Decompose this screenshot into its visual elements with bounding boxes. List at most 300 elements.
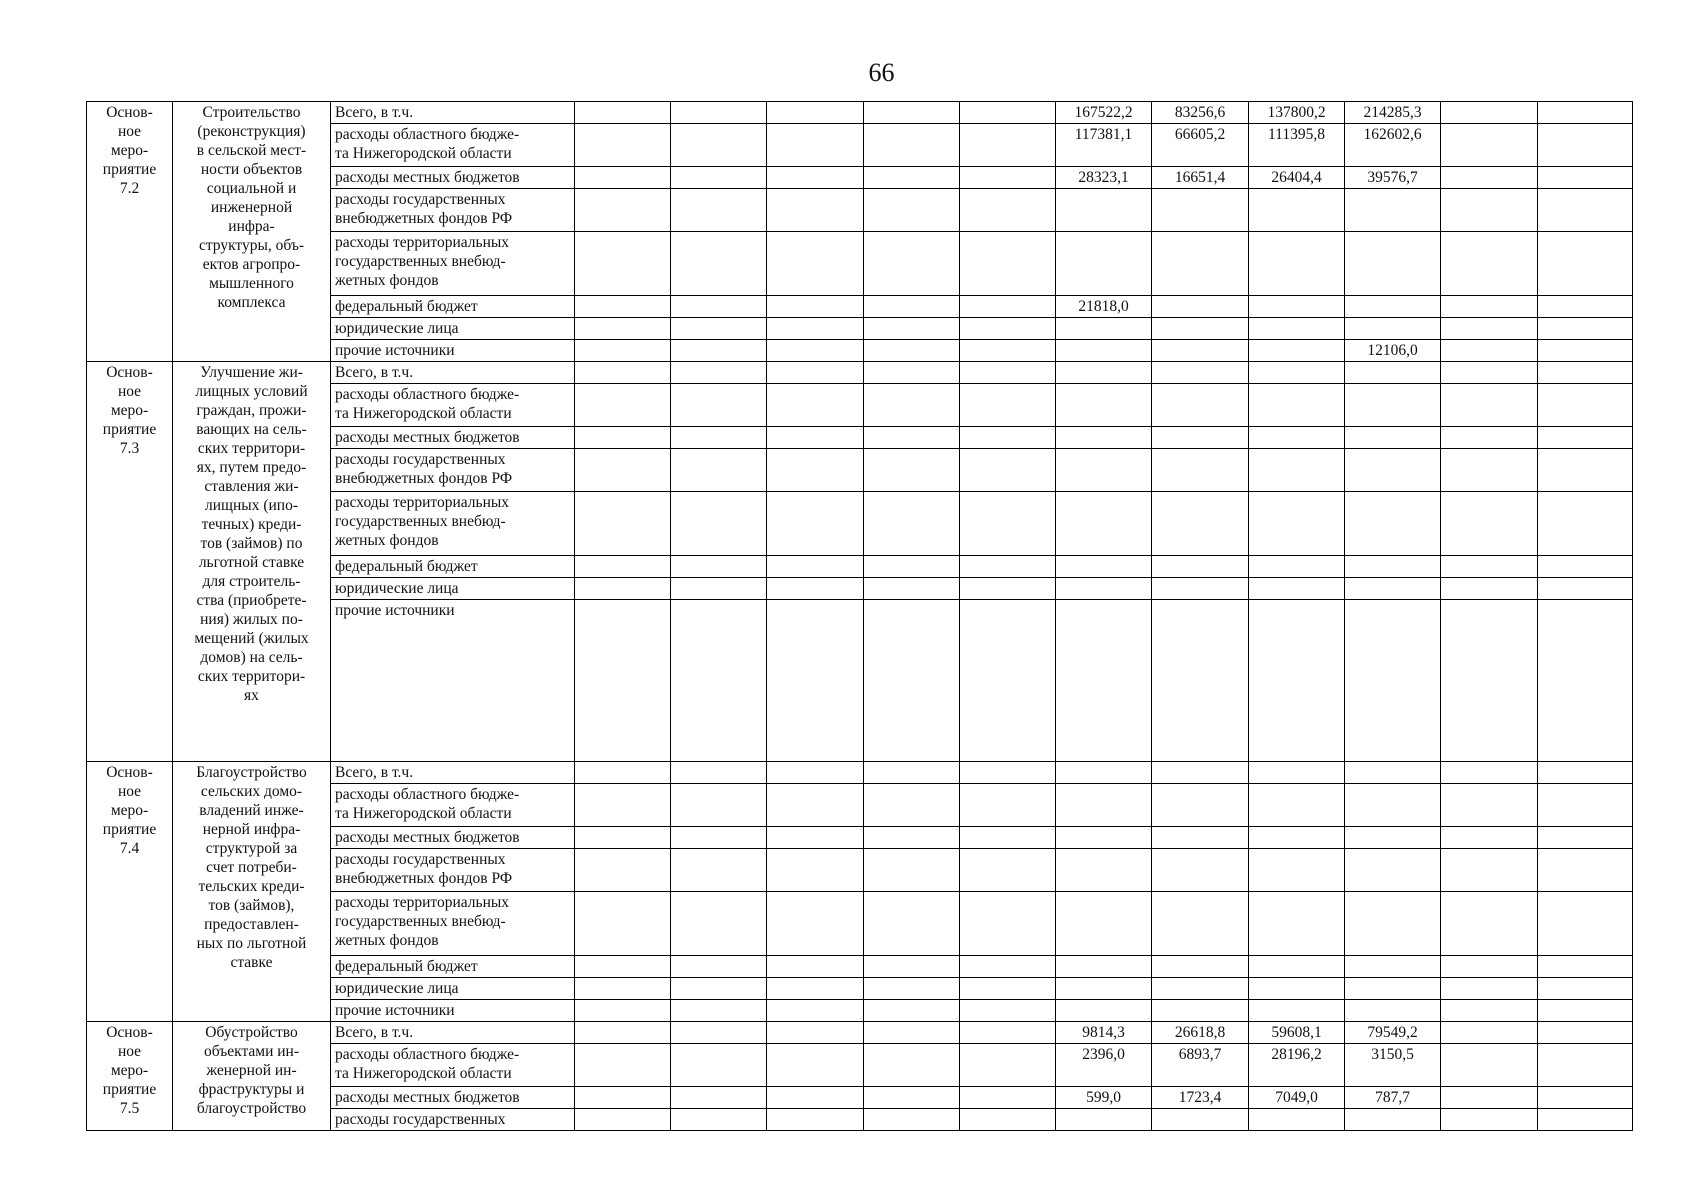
empty-cell [864, 232, 960, 296]
empty-cell [1538, 1109, 1633, 1131]
empty-cell [960, 492, 1056, 556]
empty-cell [1152, 556, 1249, 578]
empty-cell [960, 427, 1056, 449]
value-cell: 7049,0 [1249, 1087, 1345, 1109]
empty-cell [1152, 1000, 1249, 1022]
empty-cell [671, 1087, 767, 1109]
empty-cell [1441, 124, 1538, 167]
empty-cell [864, 1087, 960, 1109]
empty-cell [960, 578, 1056, 600]
activity-id: Основ- ное меро- приятие 7.5 [87, 1022, 173, 1131]
empty-cell [767, 784, 864, 827]
empty-cell [1441, 296, 1538, 318]
empty-cell [1152, 827, 1249, 849]
funding-source-label: расходы областного бюдже- та Нижегородской области [331, 124, 575, 167]
empty-cell [1441, 232, 1538, 296]
empty-cell [1345, 784, 1441, 827]
empty-cell [1345, 1109, 1441, 1131]
empty-cell [1152, 956, 1249, 978]
empty-cell [1345, 1000, 1441, 1022]
empty-cell [1056, 1109, 1152, 1131]
table-row [87, 362, 1633, 384]
empty-cell [1441, 600, 1538, 762]
empty-cell [1538, 784, 1633, 827]
empty-cell [1538, 827, 1633, 849]
empty-cell [1056, 956, 1152, 978]
empty-cell [1152, 296, 1249, 318]
empty-cell [1441, 1044, 1538, 1087]
empty-cell [1538, 956, 1633, 978]
empty-cell [767, 849, 864, 892]
empty-cell [1538, 892, 1633, 956]
empty-cell [960, 849, 1056, 892]
empty-cell [671, 492, 767, 556]
empty-cell [960, 1000, 1056, 1022]
empty-cell [767, 102, 864, 124]
empty-cell [1152, 449, 1249, 492]
empty-cell [1345, 892, 1441, 956]
table-row [87, 762, 1633, 784]
value-cell: 214285,3 [1345, 102, 1441, 124]
empty-cell [575, 556, 671, 578]
empty-cell [1152, 578, 1249, 600]
empty-cell [671, 978, 767, 1000]
funding-source-label: юридические лица [331, 318, 575, 340]
empty-cell [960, 556, 1056, 578]
empty-cell [1345, 296, 1441, 318]
empty-cell [767, 1044, 864, 1087]
empty-cell [1538, 1087, 1633, 1109]
empty-cell [575, 978, 671, 1000]
empty-cell [575, 340, 671, 362]
empty-cell [1249, 318, 1345, 340]
empty-cell [1249, 827, 1345, 849]
empty-cell [767, 892, 864, 956]
empty-cell [575, 600, 671, 762]
empty-cell [1441, 827, 1538, 849]
budget-table [86, 101, 1633, 1131]
empty-cell [1152, 318, 1249, 340]
empty-cell [575, 232, 671, 296]
empty-cell [960, 102, 1056, 124]
empty-cell [1538, 318, 1633, 340]
empty-cell [1538, 492, 1633, 556]
empty-cell [671, 849, 767, 892]
empty-cell [767, 296, 864, 318]
empty-cell [1056, 556, 1152, 578]
empty-cell [1056, 1000, 1152, 1022]
empty-cell [864, 384, 960, 427]
empty-cell [1152, 762, 1249, 784]
value-cell: 599,0 [1056, 1087, 1152, 1109]
empty-cell [960, 600, 1056, 762]
empty-cell [1538, 578, 1633, 600]
empty-cell [864, 340, 960, 362]
value-cell: 26618,8 [1152, 1022, 1249, 1044]
empty-cell [575, 784, 671, 827]
empty-cell [960, 124, 1056, 167]
empty-cell [1441, 784, 1538, 827]
empty-cell [575, 318, 671, 340]
empty-cell [575, 892, 671, 956]
empty-cell [1441, 427, 1538, 449]
empty-cell [1249, 189, 1345, 232]
empty-cell [864, 318, 960, 340]
empty-cell [1249, 427, 1345, 449]
empty-cell [1538, 102, 1633, 124]
empty-cell [767, 956, 864, 978]
empty-cell [1056, 762, 1152, 784]
empty-cell [960, 827, 1056, 849]
empty-cell [671, 1044, 767, 1087]
funding-source-label: юридические лица [331, 578, 575, 600]
empty-cell [1441, 102, 1538, 124]
empty-cell [767, 492, 864, 556]
empty-cell [1249, 362, 1345, 384]
empty-cell [1249, 492, 1345, 556]
value-cell: 16651,4 [1152, 167, 1249, 189]
empty-cell [864, 827, 960, 849]
empty-cell [671, 427, 767, 449]
empty-cell [864, 1022, 960, 1044]
empty-cell [575, 1109, 671, 1131]
empty-cell [1538, 232, 1633, 296]
empty-cell [1249, 978, 1345, 1000]
empty-cell [671, 449, 767, 492]
funding-source-label: расходы территориальных государственных внебюд- жетных фондов [331, 492, 575, 556]
empty-cell [1056, 978, 1152, 1000]
empty-cell [1152, 189, 1249, 232]
empty-cell [1056, 784, 1152, 827]
empty-cell [575, 827, 671, 849]
empty-cell [575, 578, 671, 600]
empty-cell [1538, 600, 1633, 762]
empty-cell [1249, 340, 1345, 362]
empty-cell [1441, 978, 1538, 1000]
empty-cell [1441, 956, 1538, 978]
activity-name: Улучшение жи- лищных условий граждан, прожи- вающих на сель- ских территори- ях, путем предо- ставления жи- лищных (ипо- течных) креди- тов (займов) по льготной ставке для строитель- ства (приобрете- ния) жилых по- мещений (жилых домов) на сель- ских территори- ях [173, 362, 331, 762]
empty-cell [1249, 232, 1345, 296]
funding-source-label: расходы местных бюджетов [331, 167, 575, 189]
empty-cell [1538, 340, 1633, 362]
empty-cell [1152, 978, 1249, 1000]
empty-cell [864, 296, 960, 318]
empty-cell [575, 124, 671, 167]
empty-cell [960, 892, 1056, 956]
funding-source-label: прочие источники [331, 340, 575, 362]
empty-cell [671, 340, 767, 362]
empty-cell [767, 340, 864, 362]
empty-cell [671, 124, 767, 167]
empty-cell [575, 167, 671, 189]
empty-cell [1441, 318, 1538, 340]
empty-cell [767, 578, 864, 600]
value-cell: 1723,4 [1152, 1087, 1249, 1109]
empty-cell [1249, 296, 1345, 318]
empty-cell [1345, 600, 1441, 762]
empty-cell [1249, 578, 1345, 600]
empty-cell [1441, 449, 1538, 492]
value-cell: 39576,7 [1345, 167, 1441, 189]
funding-source-label: федеральный бюджет [331, 556, 575, 578]
empty-cell [1152, 340, 1249, 362]
empty-cell [1152, 384, 1249, 427]
empty-cell [671, 600, 767, 762]
value-cell: 162602,6 [1345, 124, 1441, 167]
value-cell: 167522,2 [1056, 102, 1152, 124]
empty-cell [864, 427, 960, 449]
empty-cell [960, 1022, 1056, 1044]
empty-cell [1152, 849, 1249, 892]
empty-cell [1249, 384, 1345, 427]
empty-cell [1249, 600, 1345, 762]
empty-cell [575, 296, 671, 318]
empty-cell [1345, 556, 1441, 578]
empty-cell [1441, 1109, 1538, 1131]
empty-cell [1538, 849, 1633, 892]
empty-cell [864, 1044, 960, 1087]
empty-cell [671, 318, 767, 340]
empty-cell [767, 1022, 864, 1044]
empty-cell [1345, 762, 1441, 784]
empty-cell [1345, 449, 1441, 492]
funding-source-label: прочие источники [331, 1000, 575, 1022]
empty-cell [1538, 362, 1633, 384]
empty-cell [1056, 492, 1152, 556]
empty-cell [575, 189, 671, 232]
empty-cell [1538, 1000, 1633, 1022]
empty-cell [1152, 492, 1249, 556]
empty-cell [575, 762, 671, 784]
empty-cell [1056, 189, 1152, 232]
empty-cell [575, 1087, 671, 1109]
empty-cell [1441, 1022, 1538, 1044]
empty-cell [767, 827, 864, 849]
empty-cell [1056, 340, 1152, 362]
empty-cell [1538, 427, 1633, 449]
empty-cell [864, 978, 960, 1000]
funding-source-label: расходы местных бюджетов [331, 1087, 575, 1109]
value-cell: 79549,2 [1345, 1022, 1441, 1044]
empty-cell [575, 1044, 671, 1087]
empty-cell [960, 384, 1056, 427]
empty-cell [1056, 384, 1152, 427]
funding-source-label: расходы территориальных государственных внебюд- жетных фондов [331, 232, 575, 296]
empty-cell [1441, 340, 1538, 362]
empty-cell [960, 1087, 1056, 1109]
table-row [87, 102, 1633, 124]
funding-source-label: федеральный бюджет [331, 956, 575, 978]
empty-cell [1249, 784, 1345, 827]
empty-cell [1441, 556, 1538, 578]
empty-cell [671, 102, 767, 124]
value-cell: 137800,2 [1249, 102, 1345, 124]
funding-source-label: Всего, в т.ч. [331, 762, 575, 784]
funding-source-label: прочие источники [331, 600, 575, 762]
empty-cell [1056, 449, 1152, 492]
empty-cell [575, 362, 671, 384]
value-cell: 787,7 [1345, 1087, 1441, 1109]
empty-cell [1538, 556, 1633, 578]
empty-cell [1345, 318, 1441, 340]
empty-cell [1538, 1044, 1633, 1087]
funding-source-label: юридические лица [331, 978, 575, 1000]
empty-cell [1345, 384, 1441, 427]
empty-cell [1152, 892, 1249, 956]
empty-cell [1441, 762, 1538, 784]
empty-cell [575, 849, 671, 892]
activity-name: Благоустройство сельских домо- владений инже- нерной инфра- структурой за счет потреби- тельских креди- тов (займов), предоставлен- ных по льготной ставке [173, 762, 331, 1022]
empty-cell [864, 1109, 960, 1131]
funding-source-label: расходы государственных внебюджетных фондов РФ [331, 449, 575, 492]
empty-cell [1441, 892, 1538, 956]
empty-cell [1441, 492, 1538, 556]
empty-cell [671, 362, 767, 384]
empty-cell [1056, 849, 1152, 892]
empty-cell [767, 167, 864, 189]
value-cell: 6893,7 [1152, 1044, 1249, 1087]
empty-cell [1152, 427, 1249, 449]
value-cell: 59608,1 [1249, 1022, 1345, 1044]
empty-cell [960, 362, 1056, 384]
empty-cell [1345, 578, 1441, 600]
empty-cell [1441, 362, 1538, 384]
empty-cell [1538, 189, 1633, 232]
empty-cell [1345, 492, 1441, 556]
funding-source-label: расходы государственных внебюджетных фондов РФ [331, 849, 575, 892]
empty-cell [671, 1000, 767, 1022]
empty-cell [864, 784, 960, 827]
empty-cell [960, 978, 1056, 1000]
empty-cell [767, 427, 864, 449]
activity-id: Основ- ное меро- приятие 7.3 [87, 362, 173, 762]
value-cell: 12106,0 [1345, 340, 1441, 362]
empty-cell [767, 384, 864, 427]
empty-cell [671, 189, 767, 232]
empty-cell [1056, 318, 1152, 340]
value-cell: 117381,1 [1056, 124, 1152, 167]
empty-cell [1441, 1000, 1538, 1022]
empty-cell [864, 762, 960, 784]
empty-cell [671, 232, 767, 296]
empty-cell [767, 362, 864, 384]
table-row [87, 1022, 1633, 1044]
empty-cell [1152, 600, 1249, 762]
empty-cell [671, 167, 767, 189]
empty-cell [767, 762, 864, 784]
empty-cell [767, 1000, 864, 1022]
empty-cell [767, 1109, 864, 1131]
empty-cell [1538, 167, 1633, 189]
empty-cell [960, 232, 1056, 296]
empty-cell [1152, 1109, 1249, 1131]
empty-cell [1249, 1000, 1345, 1022]
empty-cell [767, 449, 864, 492]
empty-cell [1345, 362, 1441, 384]
empty-cell [864, 849, 960, 892]
empty-cell [1249, 892, 1345, 956]
empty-cell [671, 762, 767, 784]
activity-id: Основ- ное меро- приятие 7.2 [87, 102, 173, 362]
empty-cell [1538, 449, 1633, 492]
empty-cell [767, 124, 864, 167]
empty-cell [767, 600, 864, 762]
activity-id: Основ- ное меро- приятие 7.4 [87, 762, 173, 1022]
empty-cell [864, 892, 960, 956]
empty-cell [1345, 427, 1441, 449]
empty-cell [1441, 189, 1538, 232]
empty-cell [1345, 849, 1441, 892]
empty-cell [1249, 849, 1345, 892]
funding-source-label: расходы государственных внебюджетных фондов РФ [331, 189, 575, 232]
funding-source-label: расходы местных бюджетов [331, 827, 575, 849]
empty-cell [1345, 956, 1441, 978]
empty-cell [671, 1022, 767, 1044]
empty-cell [575, 427, 671, 449]
value-cell: 111395,8 [1249, 124, 1345, 167]
empty-cell [1249, 449, 1345, 492]
activity-name: Строительство (реконструкция) в сельской мест- ности объектов социальной и инженерной инфра- структуры, объ- ектов агропро- мышленного комплекса [173, 102, 331, 362]
empty-cell [1056, 427, 1152, 449]
empty-cell [864, 189, 960, 232]
empty-cell [1056, 600, 1152, 762]
value-cell: 66605,2 [1152, 124, 1249, 167]
activity-name: Обустройство объектами ин- женерной ин- фраструктуры и благоустройство [173, 1022, 331, 1131]
empty-cell [1056, 362, 1152, 384]
empty-cell [864, 600, 960, 762]
value-cell: 21818,0 [1056, 296, 1152, 318]
empty-cell [767, 1087, 864, 1109]
empty-cell [575, 384, 671, 427]
value-cell: 28196,2 [1249, 1044, 1345, 1087]
empty-cell [1056, 827, 1152, 849]
empty-cell [1152, 784, 1249, 827]
page-number: 66 [868, 58, 895, 87]
empty-cell [671, 784, 767, 827]
empty-cell [864, 578, 960, 600]
empty-cell [1538, 978, 1633, 1000]
empty-cell [767, 318, 864, 340]
empty-cell [671, 1109, 767, 1131]
funding-source-label: расходы территориальных государственных внебюд- жетных фондов [331, 892, 575, 956]
empty-cell [575, 102, 671, 124]
empty-cell [767, 978, 864, 1000]
empty-cell [1538, 762, 1633, 784]
empty-cell [1152, 232, 1249, 296]
empty-cell [1345, 978, 1441, 1000]
empty-cell [1056, 578, 1152, 600]
empty-cell [1152, 362, 1249, 384]
empty-cell [960, 449, 1056, 492]
empty-cell [767, 189, 864, 232]
empty-cell [960, 956, 1056, 978]
empty-cell [960, 167, 1056, 189]
empty-cell [1056, 892, 1152, 956]
empty-cell [864, 362, 960, 384]
empty-cell [1441, 1087, 1538, 1109]
empty-cell [575, 492, 671, 556]
empty-cell [1538, 124, 1633, 167]
empty-cell [671, 827, 767, 849]
empty-cell [864, 556, 960, 578]
funding-source-label: расходы областного бюдже- та Нижегородской области [331, 384, 575, 427]
empty-cell [1249, 556, 1345, 578]
empty-cell [671, 296, 767, 318]
empty-cell [1441, 849, 1538, 892]
funding-source-label: расходы местных бюджетов [331, 427, 575, 449]
empty-cell [1538, 1022, 1633, 1044]
value-cell: 28323,1 [1056, 167, 1152, 189]
